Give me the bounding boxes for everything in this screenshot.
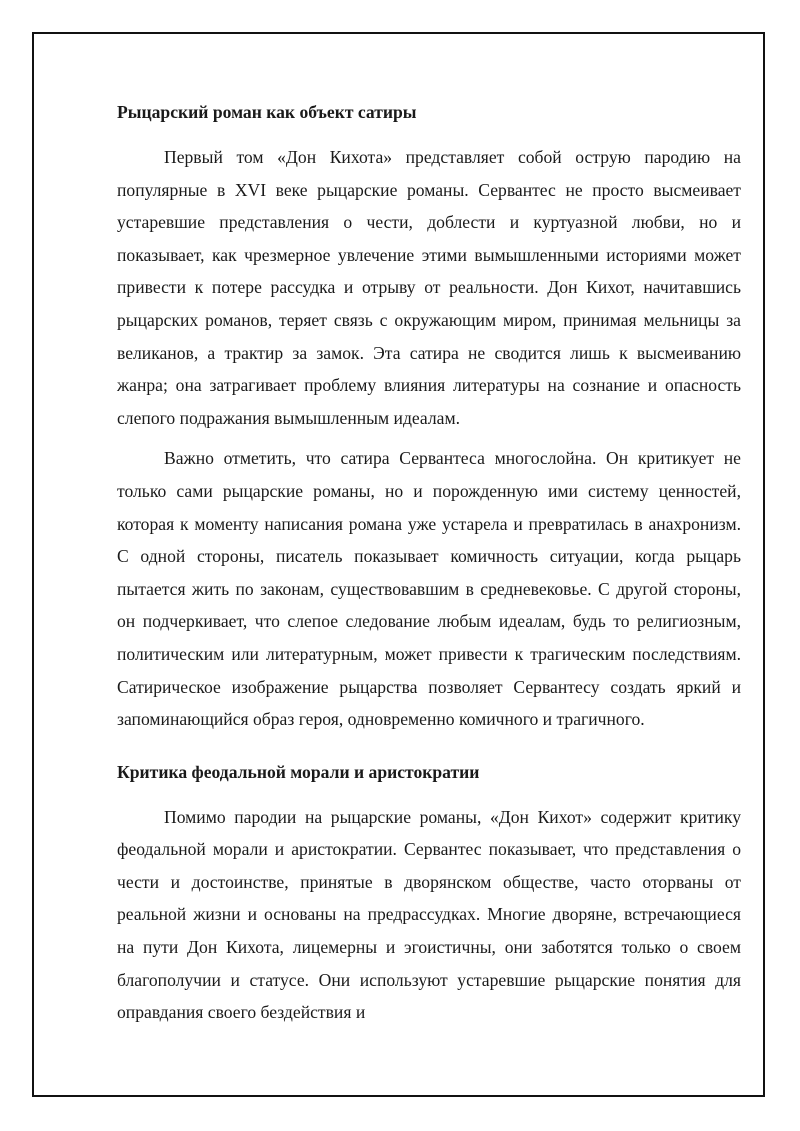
- paragraph: Важно отметить, что сатира Сервантеса многослойна. Он критикует не только сами рыцарские романы, но и порожденную ими систему ценностей, которая к моменту написания романа уже устарела и превратилась в анахронизм. С одной стороны, писатель показывает комичность ситуации, когда рыцарь пытается жить по законам, существовавшим в средневековье. С другой стороны, он подчеркивает, что слепое следование любым идеалам, будь то религиозным, политическим или литературным, может привести к трагическим последствиям. Сатирическое изображение рыцарства позволяет Сервантесу создать яркий и запоминающийся образ героя, одновременно комичного и трагичного.: [117, 448, 741, 730]
- paragraph: Первый том «Дон Кихота» представляет собой острую пародию на популярные в XVI веке рыцарские романы. Сервантес не просто высмеивает устаревшие представления о чести, доблести и куртуазной любви, но и показывает, как чрезмерное увлечение этими вымышленными историями может привести к потере рассудка и отрыву от реальности. Дон Кихот, начитавшись рыцарских романов, теряет связь с окружающим миром, принимая мельницы за великанов, а трактир за замок. Эта сатира не сводится лишь к высмеиванию жанра; она затрагивает проблему влияния литературы на сознание и опасность слепого подражания вымышленным идеалам.: [117, 147, 741, 428]
- section-heading: Критика феодальной морали и аристократии: [117, 761, 480, 782]
- paragraph: Помимо пародии на рыцарские романы, «Дон Кихот» содержит критику феодальной морали и аристократии. Сервантес показывает, что представления о чести и достоинстве, принятые в дворянском обществе, часто оторваны от реальной жизни и основаны на предрассудках. Многие дворяне, встречающиеся на пути Дон Кихота, лицемерны и эгоистичны, они заботятся только о своем благополучии и статусе. Они используют устаревшие рыцарские понятия для оправдания своего бездействия и: [117, 806, 741, 1023]
- section-heading: Рыцарский роман как объект сатиры: [117, 102, 417, 122]
- document-body: [117, 96, 741, 1029]
